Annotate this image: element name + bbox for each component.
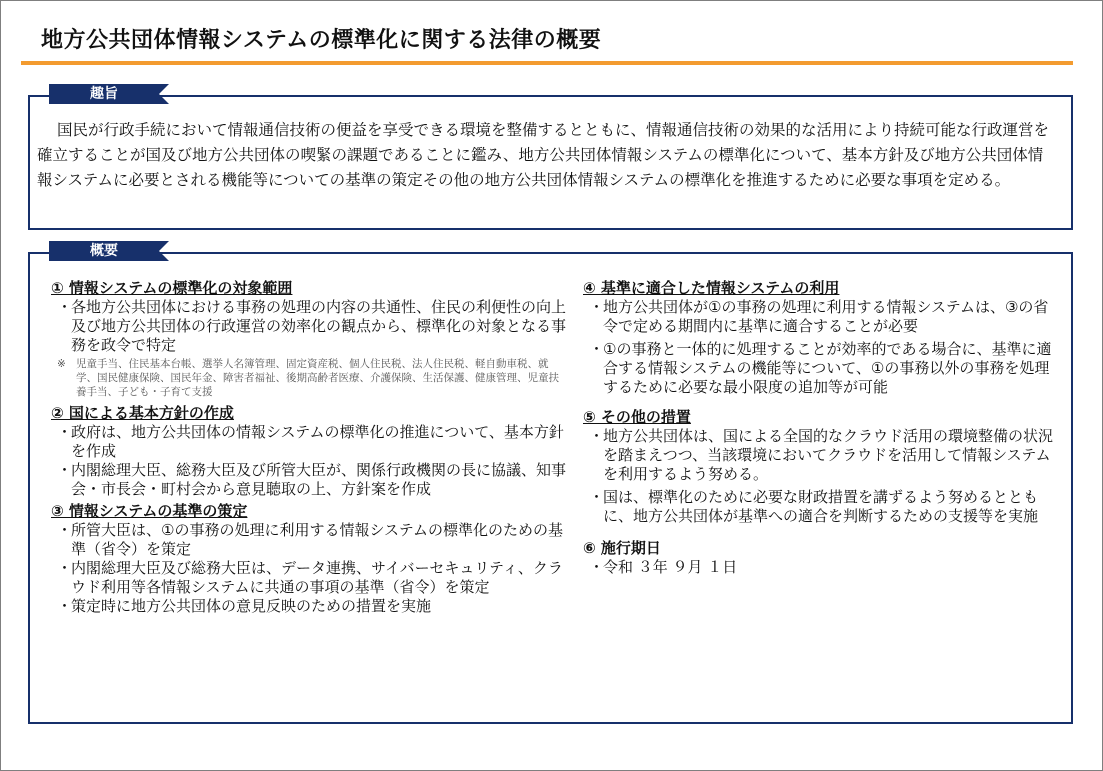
- section-3-heading: ③ 情報システムの基準の策定: [51, 502, 248, 520]
- list-item: ・ 内閣総理大臣及び総務大臣は、データ連携、サイバーセキュリティ、クラウド利用等各情報システムに共通の事項の基準（省令）を策定: [57, 559, 563, 596]
- section-1-heading: ① 情報システムの標準化の対象範囲: [51, 279, 293, 297]
- list-item: ・ ①の事務と一体的に処理することが効率的である場合に、基準に適合する情報システムの機能等について、①の事務以外の事務を処理するために必要な最小限度の追加等が可能: [589, 340, 1052, 396]
- section-1: [51, 278, 566, 399]
- section-5-heading: ⑤ その他の措置: [583, 408, 691, 426]
- page-title: 地方公共団体情報システムの標準化に関する法律の概要: [41, 28, 602, 53]
- title-underline: [21, 61, 1073, 65]
- list-item: ・ 国は、標準化のために必要な財政措置を講ずるよう努めるとともに、地方公共団体が基準への適合を判断するための支援等を実施: [589, 488, 1039, 525]
- purpose-tab: 趣旨: [49, 84, 159, 104]
- section-2: [51, 403, 566, 499]
- section-6: [583, 538, 1053, 577]
- overview-left-column: [51, 278, 566, 618]
- section-4: [583, 278, 1053, 397]
- list-item: ・ 内閣総理大臣、総務大臣及び所管大臣が、関係行政機関の長に協議、知事会・市長会・町村会から意見聴取の上、方針案を作成: [57, 461, 567, 498]
- section-6-heading: ⑥ 施行期日: [583, 539, 661, 557]
- list-item: ・ 地方公共団体は、国による全国的なクラウド活用の環境整備の状況を踏まえつつ、当該環境においてクラウドを活用して情報システムを利用するよう努める。: [589, 427, 1054, 483]
- list-item: ・ 所管大臣は、①の事務の処理に利用する情報システムの標準化のための基準（省令）を策定: [57, 521, 563, 558]
- section-5: [583, 407, 1053, 526]
- overview-right-column: [583, 278, 1053, 579]
- section-4-heading: ④ 基準に適合した情報システムの利用: [583, 279, 840, 297]
- section-3: [51, 501, 566, 616]
- target-affairs-note: ※ 児童手当、住民基本台帳、選挙人名簿管理、固定資産税、個人住民税、法人住民税、軽自動車税、就学、国民健康保険、国民年金、障害者福祉、後期高齢者医療、介護保険、生活保護、健康管理、児童扶養手当、子ども・子育て支援: [57, 358, 559, 398]
- list-item: ・ 各地方公共団体における事務の処理の内容の共通性、住民の利便性の向上及び地方公共団体の行政運営の効率化の観点から、標準化の対象となる事務を政令で特定: [57, 298, 567, 354]
- list-item: ・ 令和 ３年 ９月 １日: [589, 558, 738, 576]
- overview-tab: 概要: [49, 241, 159, 261]
- purpose-text: 国民が行政手続において情報通信技術の便益を享受できる環境を整備するとともに、情報通信技術の効果的な活用により持続可能な行政運営を確立することが国及び地方公共団体の喫緊の課題であることに鑑み、地方公共団体情報システムの標準化について、基本方針及び地方公共団体情報システムに必要とされる機能等についての基準の策定その他の地方公共団体情報システムの標準化を推進するために必要な事項を定める。: [37, 121, 1050, 189]
- list-item: ・ 地方公共団体が①の事務の処理に利用する情報システムは、③の省令で定める期間内に基準に適合することが必要: [589, 298, 1049, 335]
- list-item: ・ 策定時に地方公共団体の意見反映のための措置を実施: [57, 597, 432, 615]
- list-item: ・ 政府は、地方公共団体の情報システムの標準化の推進について、基本方針を作成: [57, 423, 564, 460]
- section-2-heading: ② 国による基本方針の作成: [51, 404, 234, 422]
